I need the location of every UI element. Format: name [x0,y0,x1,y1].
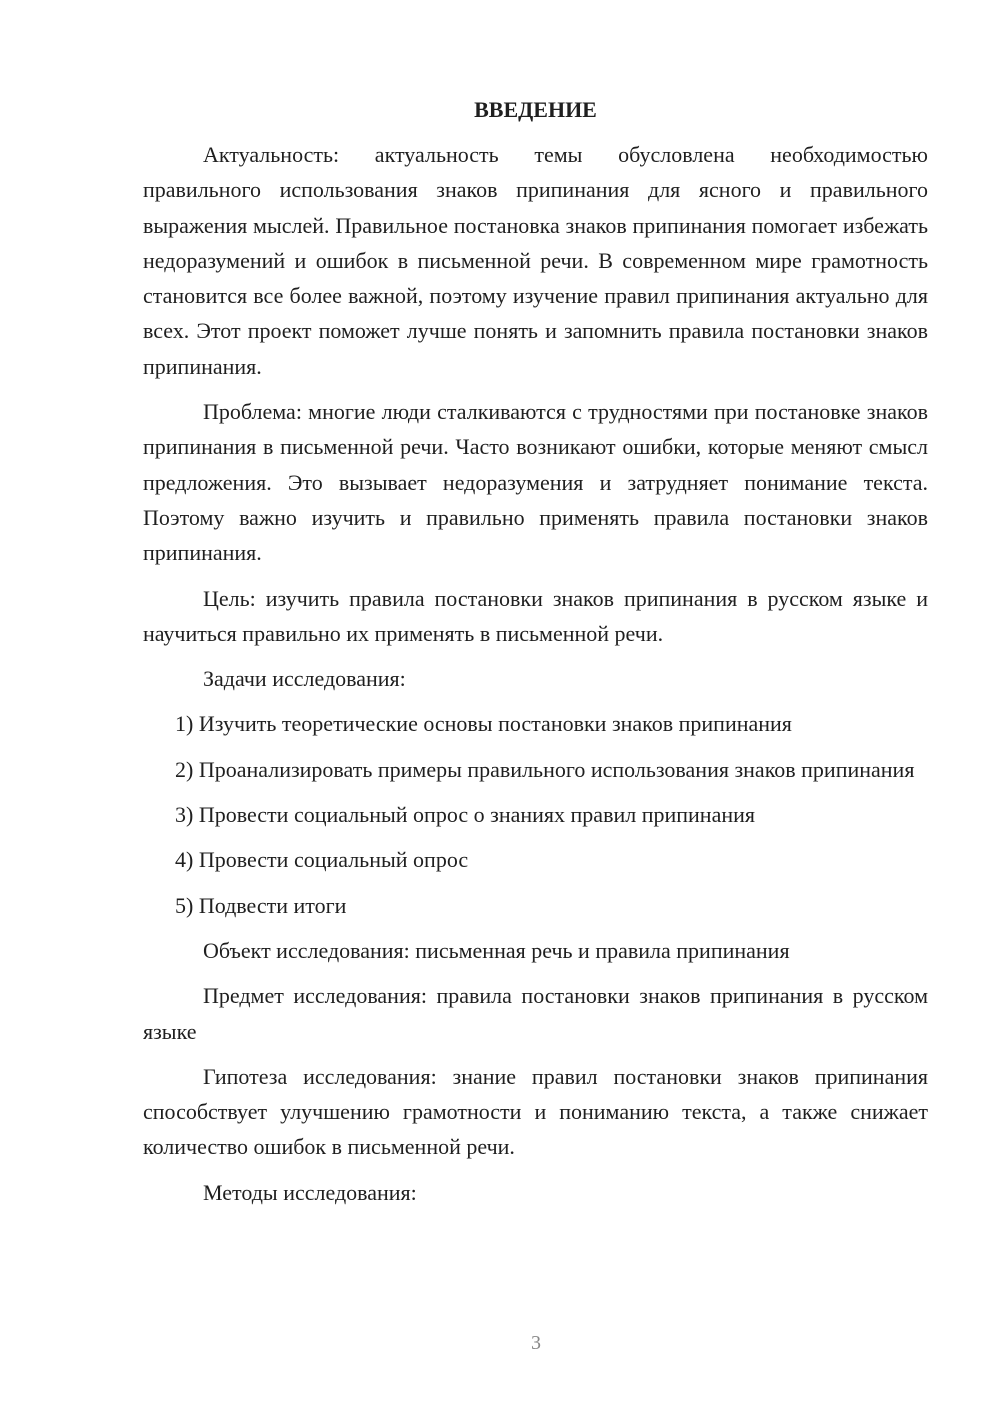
task-item-3: 3) Провести социальный опрос о знаниях правил припинания [175,802,756,828]
tasks-heading: Задачи исследования: [203,666,406,692]
task-item-5: 5) Подвести итоги [175,892,347,918]
task-item-4: 4) Провести социальный опрос [175,847,469,873]
subject-paragraph: Предмет исследования: правила постановки знаков припинания в русском языке [143,983,928,1044]
page-title: ВВЕДЕНИЕ [474,97,597,122]
task-item-1: 1) Изучить теоретические основы постановки знаков припинания [175,711,792,737]
task-item-2: 2) Проанализировать примеры правильного использования знаков припинания [175,756,915,782]
methods-heading: Методы исследования: [203,1179,417,1205]
problem-paragraph: Проблема: многие люди сталкиваются с трудностями при постановке знаков припинания в письменной речи. Часто возникают ошибки, которые меняют смысл предложения. Это вызывает недоразумения и затрудняет понимание текста. Поэтому важно изучить и правильно применять правила постановки знаков припинания. [143,399,928,566]
goal-paragraph: Цель: изучить правила постановки знаков припинания в русском языке и научиться правильно их применять в письменной речи. [143,585,928,646]
object-paragraph: Объект исследования: письменная речь и правила припинания [203,937,790,963]
page-number: 3 [531,1332,541,1354]
hypothesis-paragraph: Гипотеза исследования: знание правил постановки знаков припинания способствует улучшению грамотности и пониманию текста, а также снижает количество ошибок в письменной речи. [143,1063,928,1160]
relevance-paragraph: Актуальность: актуальность темы обусловлена необходимостью правильного использования знаков припинания для ясного и правильного выражения мыслей. Правильное постановка знаков припинания помогает избежать недоразумений и ошибок в письменной речи. В современном мире грамотность становится все более важной, поэтому изучение правил припинания актуально для всех. Этот проект поможет лучше понять и запомнить правила постановки знаков припинания. [143,142,928,379]
page-content [143,92,928,1220]
